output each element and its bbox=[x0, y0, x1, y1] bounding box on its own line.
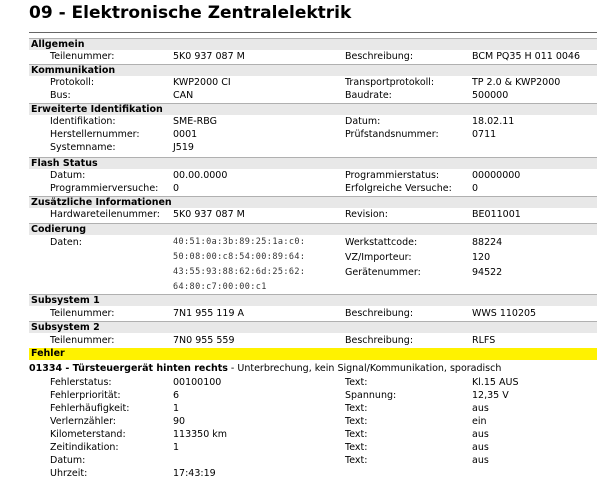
info-row bbox=[29, 115, 597, 128]
field-value: SME-RBG bbox=[173, 116, 217, 127]
fault-row bbox=[29, 441, 597, 454]
field-label: Zeitindikation: bbox=[50, 442, 119, 453]
field-value: 6 bbox=[173, 390, 180, 401]
field-value: 12,35 V bbox=[472, 390, 509, 401]
title-rule bbox=[29, 32, 597, 33]
field-label: Gerätenummer: bbox=[345, 267, 421, 278]
info-row bbox=[29, 307, 597, 320]
field-value: 00000000 bbox=[472, 170, 521, 181]
field-label: Text: bbox=[345, 429, 368, 440]
field-value: 18.02.11 bbox=[472, 116, 515, 127]
info-row bbox=[29, 334, 597, 347]
field-label: Text: bbox=[345, 403, 368, 414]
page-title: 09 - Elektronische Zentralelektrik bbox=[29, 3, 352, 23]
field-label: Fehlerstatus: bbox=[50, 377, 112, 388]
field-label: Werkstattcode: bbox=[345, 237, 418, 248]
field-value: 1 bbox=[173, 442, 180, 453]
coding-data-line: 40:51:0a:3b:89:25:1a:c0: bbox=[173, 237, 306, 247]
field-label: Protokoll: bbox=[50, 77, 95, 88]
field-label: Text: bbox=[345, 442, 368, 453]
field-label: Beschreibung: bbox=[345, 51, 414, 62]
field-value: WWS 110205 bbox=[472, 308, 537, 319]
section-header-codierung: Codierung bbox=[29, 223, 597, 235]
field-value: 7N1 955 119 A bbox=[173, 308, 245, 319]
field-label: Bus: bbox=[50, 90, 71, 101]
field-value: ein bbox=[472, 416, 487, 427]
field-value: 500000 bbox=[472, 90, 509, 101]
field-label: Datum: bbox=[345, 116, 381, 127]
field-label: Datum: bbox=[50, 455, 86, 466]
section-header-fehler: Fehler bbox=[29, 348, 597, 360]
info-row bbox=[29, 128, 597, 141]
fault-code-line bbox=[29, 362, 501, 375]
field-label: VZ/Importeur: bbox=[345, 252, 412, 263]
field-label: Teilenummer: bbox=[50, 308, 115, 319]
field-label: Transportprotokoll: bbox=[345, 77, 435, 88]
field-label: Uhrzeit: bbox=[50, 468, 88, 479]
fault-row bbox=[29, 467, 597, 480]
info-row bbox=[29, 208, 597, 221]
field-label: Beschreibung: bbox=[345, 335, 414, 346]
field-label: Programmierversuche: bbox=[50, 183, 159, 194]
field-value: J519 bbox=[173, 142, 194, 153]
section-header-flash-status: Flash Status bbox=[29, 157, 597, 169]
field-value: BE011001 bbox=[472, 209, 521, 220]
info-row bbox=[29, 89, 597, 102]
field-label: Text: bbox=[345, 377, 368, 388]
field-value: 113350 km bbox=[173, 429, 228, 440]
field-value: 90 bbox=[173, 416, 186, 427]
field-value: RLFS bbox=[472, 335, 496, 346]
field-value: 5K0 937 087 M bbox=[173, 51, 245, 62]
field-value: aus bbox=[472, 403, 489, 414]
info-row bbox=[29, 76, 597, 89]
section-header-zusaetzliche-informationen: Zusätzliche Informationen bbox=[29, 196, 597, 208]
fault-row bbox=[29, 428, 597, 441]
field-label: Spannung: bbox=[345, 390, 397, 401]
field-value: 17:43:19 bbox=[173, 468, 216, 479]
field-value: aus bbox=[472, 455, 489, 466]
field-value: 0001 bbox=[173, 129, 198, 140]
fault-row bbox=[29, 415, 597, 428]
field-label: Systemname: bbox=[50, 142, 116, 153]
field-label: Identifikation: bbox=[50, 116, 116, 127]
field-value: 0711 bbox=[472, 129, 497, 140]
field-label: Daten: bbox=[50, 237, 82, 248]
info-row bbox=[29, 50, 597, 63]
coding-row bbox=[29, 236, 597, 249]
field-value: 1 bbox=[173, 403, 180, 414]
field-value: 5K0 937 087 M bbox=[173, 209, 245, 220]
fault-row bbox=[29, 454, 597, 467]
field-label: Erfolgreiche Versuche: bbox=[345, 183, 452, 194]
field-label: Text: bbox=[345, 416, 368, 427]
coding-row bbox=[29, 266, 597, 279]
section-header-subsystem-1: Subsystem 1 bbox=[29, 294, 597, 306]
field-value: 7N0 955 559 bbox=[173, 335, 235, 346]
field-label: Text: bbox=[345, 455, 368, 466]
field-value: Kl.15 AUS bbox=[472, 377, 519, 388]
field-value: 00100100 bbox=[173, 377, 222, 388]
field-value: 0 bbox=[173, 183, 180, 194]
field-label: Hardwareteilenummer: bbox=[50, 209, 160, 220]
coding-data-line: 50:08:00:c8:54:00:89:64: bbox=[173, 252, 306, 262]
field-label: Fehlerhäufigkeit: bbox=[50, 403, 130, 414]
fault-description: - Unterbrechung, kein Signal/Kommunikation, sporadisch bbox=[227, 363, 502, 374]
field-label: Datum: bbox=[50, 170, 86, 181]
section-header-erweiterte-identifikation: Erweiterte Identifikation bbox=[29, 103, 597, 115]
field-value: aus bbox=[472, 442, 489, 453]
field-label: Verlernzähler: bbox=[50, 416, 117, 427]
coding-row bbox=[29, 281, 597, 294]
field-value: CAN bbox=[173, 90, 194, 101]
coding-data-line: 43:55:93:88:62:6d:25:62: bbox=[173, 267, 306, 277]
field-value: aus bbox=[472, 429, 489, 440]
field-value: BCM PQ35 H 011 0046 bbox=[472, 51, 581, 62]
fault-code: 01334 - Türsteuergerät hinten rechts bbox=[29, 363, 228, 374]
info-row bbox=[29, 182, 597, 195]
fault-row bbox=[29, 389, 597, 402]
field-value: TP 2.0 & KWP2000 bbox=[472, 77, 561, 88]
field-value: 94522 bbox=[472, 267, 503, 278]
section-header-subsystem-2: Subsystem 2 bbox=[29, 321, 597, 333]
field-label: Teilenummer: bbox=[50, 335, 115, 346]
field-label: Baudrate: bbox=[345, 90, 392, 101]
coding-data-line: 64:80:c7:00:00:c1 bbox=[173, 282, 267, 292]
info-row bbox=[29, 169, 597, 182]
field-label: Beschreibung: bbox=[345, 308, 414, 319]
field-value: 00.00.0000 bbox=[173, 170, 228, 181]
field-value: 88224 bbox=[472, 237, 503, 248]
field-label: Fehlerpriorität: bbox=[50, 390, 121, 401]
field-label: Revision: bbox=[345, 209, 388, 220]
section-header-allgemein: Allgemein bbox=[29, 38, 597, 50]
section-header-kommunikation: Kommunikation bbox=[29, 64, 597, 76]
info-row bbox=[29, 141, 597, 154]
field-label: Prüfstandsnummer: bbox=[345, 129, 439, 140]
coding-row bbox=[29, 251, 597, 264]
field-value: KWP2000 CI bbox=[173, 77, 231, 88]
field-label: Herstellernummer: bbox=[50, 129, 140, 140]
field-value: 0 bbox=[472, 183, 479, 194]
field-label: Programmierstatus: bbox=[345, 170, 440, 181]
fault-row bbox=[29, 376, 597, 389]
fault-row bbox=[29, 402, 597, 415]
field-label: Teilenummer: bbox=[50, 51, 115, 62]
field-label: Kilometerstand: bbox=[50, 429, 126, 440]
field-value: 120 bbox=[472, 252, 491, 263]
